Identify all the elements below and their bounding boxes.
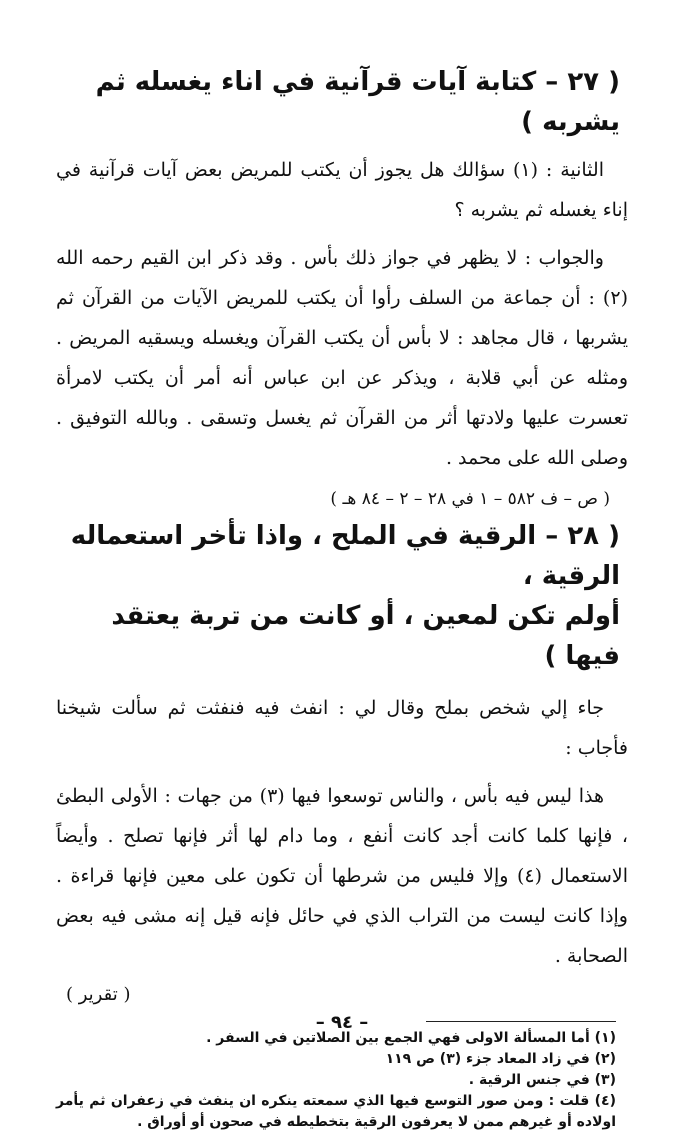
section-28-heading-line-1: ( ٢٨ – الرقية في الملح ، واذا تأخر استعماله الرقية ، — [70, 521, 620, 591]
footnote-1: (١) أما المسألة الاولى فهي الجمع بين الصلاتين في السفر . — [206, 1030, 616, 1046]
section-27-question-text: الثانية : (١) سؤالك هل يجوز أن يكتب للمريض بعض آيات قرآنية في إناء يغسله ثم يشربه ؟ — [56, 159, 628, 221]
section-27-reference: ( ص – ف ٥٨٢ – ١ في ٢٨ – ٢ – ٨٤ هـ ) — [330, 489, 610, 509]
section-27-heading: ( ٢٧ – كتابة آيات قرآنية في اناء يغسله ثم يشربه ) — [95, 67, 620, 137]
section-28-answer — [56, 776, 628, 976]
section-27-question — [56, 150, 628, 230]
section-28-answer-text: هذا ليس فيه بأس ، والناس توسعوا فيها (٣) من جهات : الأولى البطئ ، فإنها كلما كانت أجد كانت أنفع ، وما دام لها أثر فإنها تصلح . وأيضاً الاستعمال (٤) وإلا فليس من شرطها أن تكون على معين فإنها قراءة . وإذا كانت ليست من التراب الذي في حائل فإنه قيل إنه مشى فيه بعض الصحابة . — [56, 785, 628, 967]
footnote-4: (٤) قلت : ومن صور التوسع فيها الذي سمعته ينكره ان ينفث في زعفران ثم يأمر اولاده أو غيرهم ممن لا يعرفون الرقية بتخطيطه في صحون أو أوراق . — [56, 1093, 616, 1130]
page-number: – ٩٤ – — [315, 1012, 369, 1033]
footnotes — [56, 1028, 628, 1133]
section-27-answer — [56, 238, 628, 478]
section-28-heading — [56, 516, 620, 676]
section-28-heading-line-2: أولم تكن لمعين ، أو كانت من تربة يعتقد فيها ) — [111, 601, 620, 671]
section-27-answer-text: والجواب : لا يظهر في جواز ذلك بأس . وقد ذكر ابن القيم رحمه الله (٢) : أن جماعة من السلف رأوا أن يكتب للمريض الآيات من القرآن ثم يشربها ، قال مجاهد : لا بأس أن يكتب القرآن ويغسله ويسقيه المريض . ومثله عن أبي قلابة ، ويذكر عن ابن عباس أنه أمر أن يكتب لامرأة تعسرت عليها ولادتها أثر من القرآن ثم يغسل وتسقى . وبالله التوفيق . وصلى الله على محمد . — [56, 247, 628, 469]
footnote-3: (٣) في جنس الرقية . — [468, 1072, 616, 1088]
footnote-2: (٢) في زاد المعاد جزء (٣) ص ١١٩ — [385, 1051, 616, 1067]
section-28-tag: ( تقرير ) — [66, 984, 131, 1005]
section-28-intro-text: جاء إلي شخص بملح وقال لي : انفث فيه فنفثت ثم سألت شيخنا فأجاب : — [56, 697, 628, 759]
section-28-tag-row — [56, 984, 628, 1005]
section-28-intro — [56, 688, 628, 768]
